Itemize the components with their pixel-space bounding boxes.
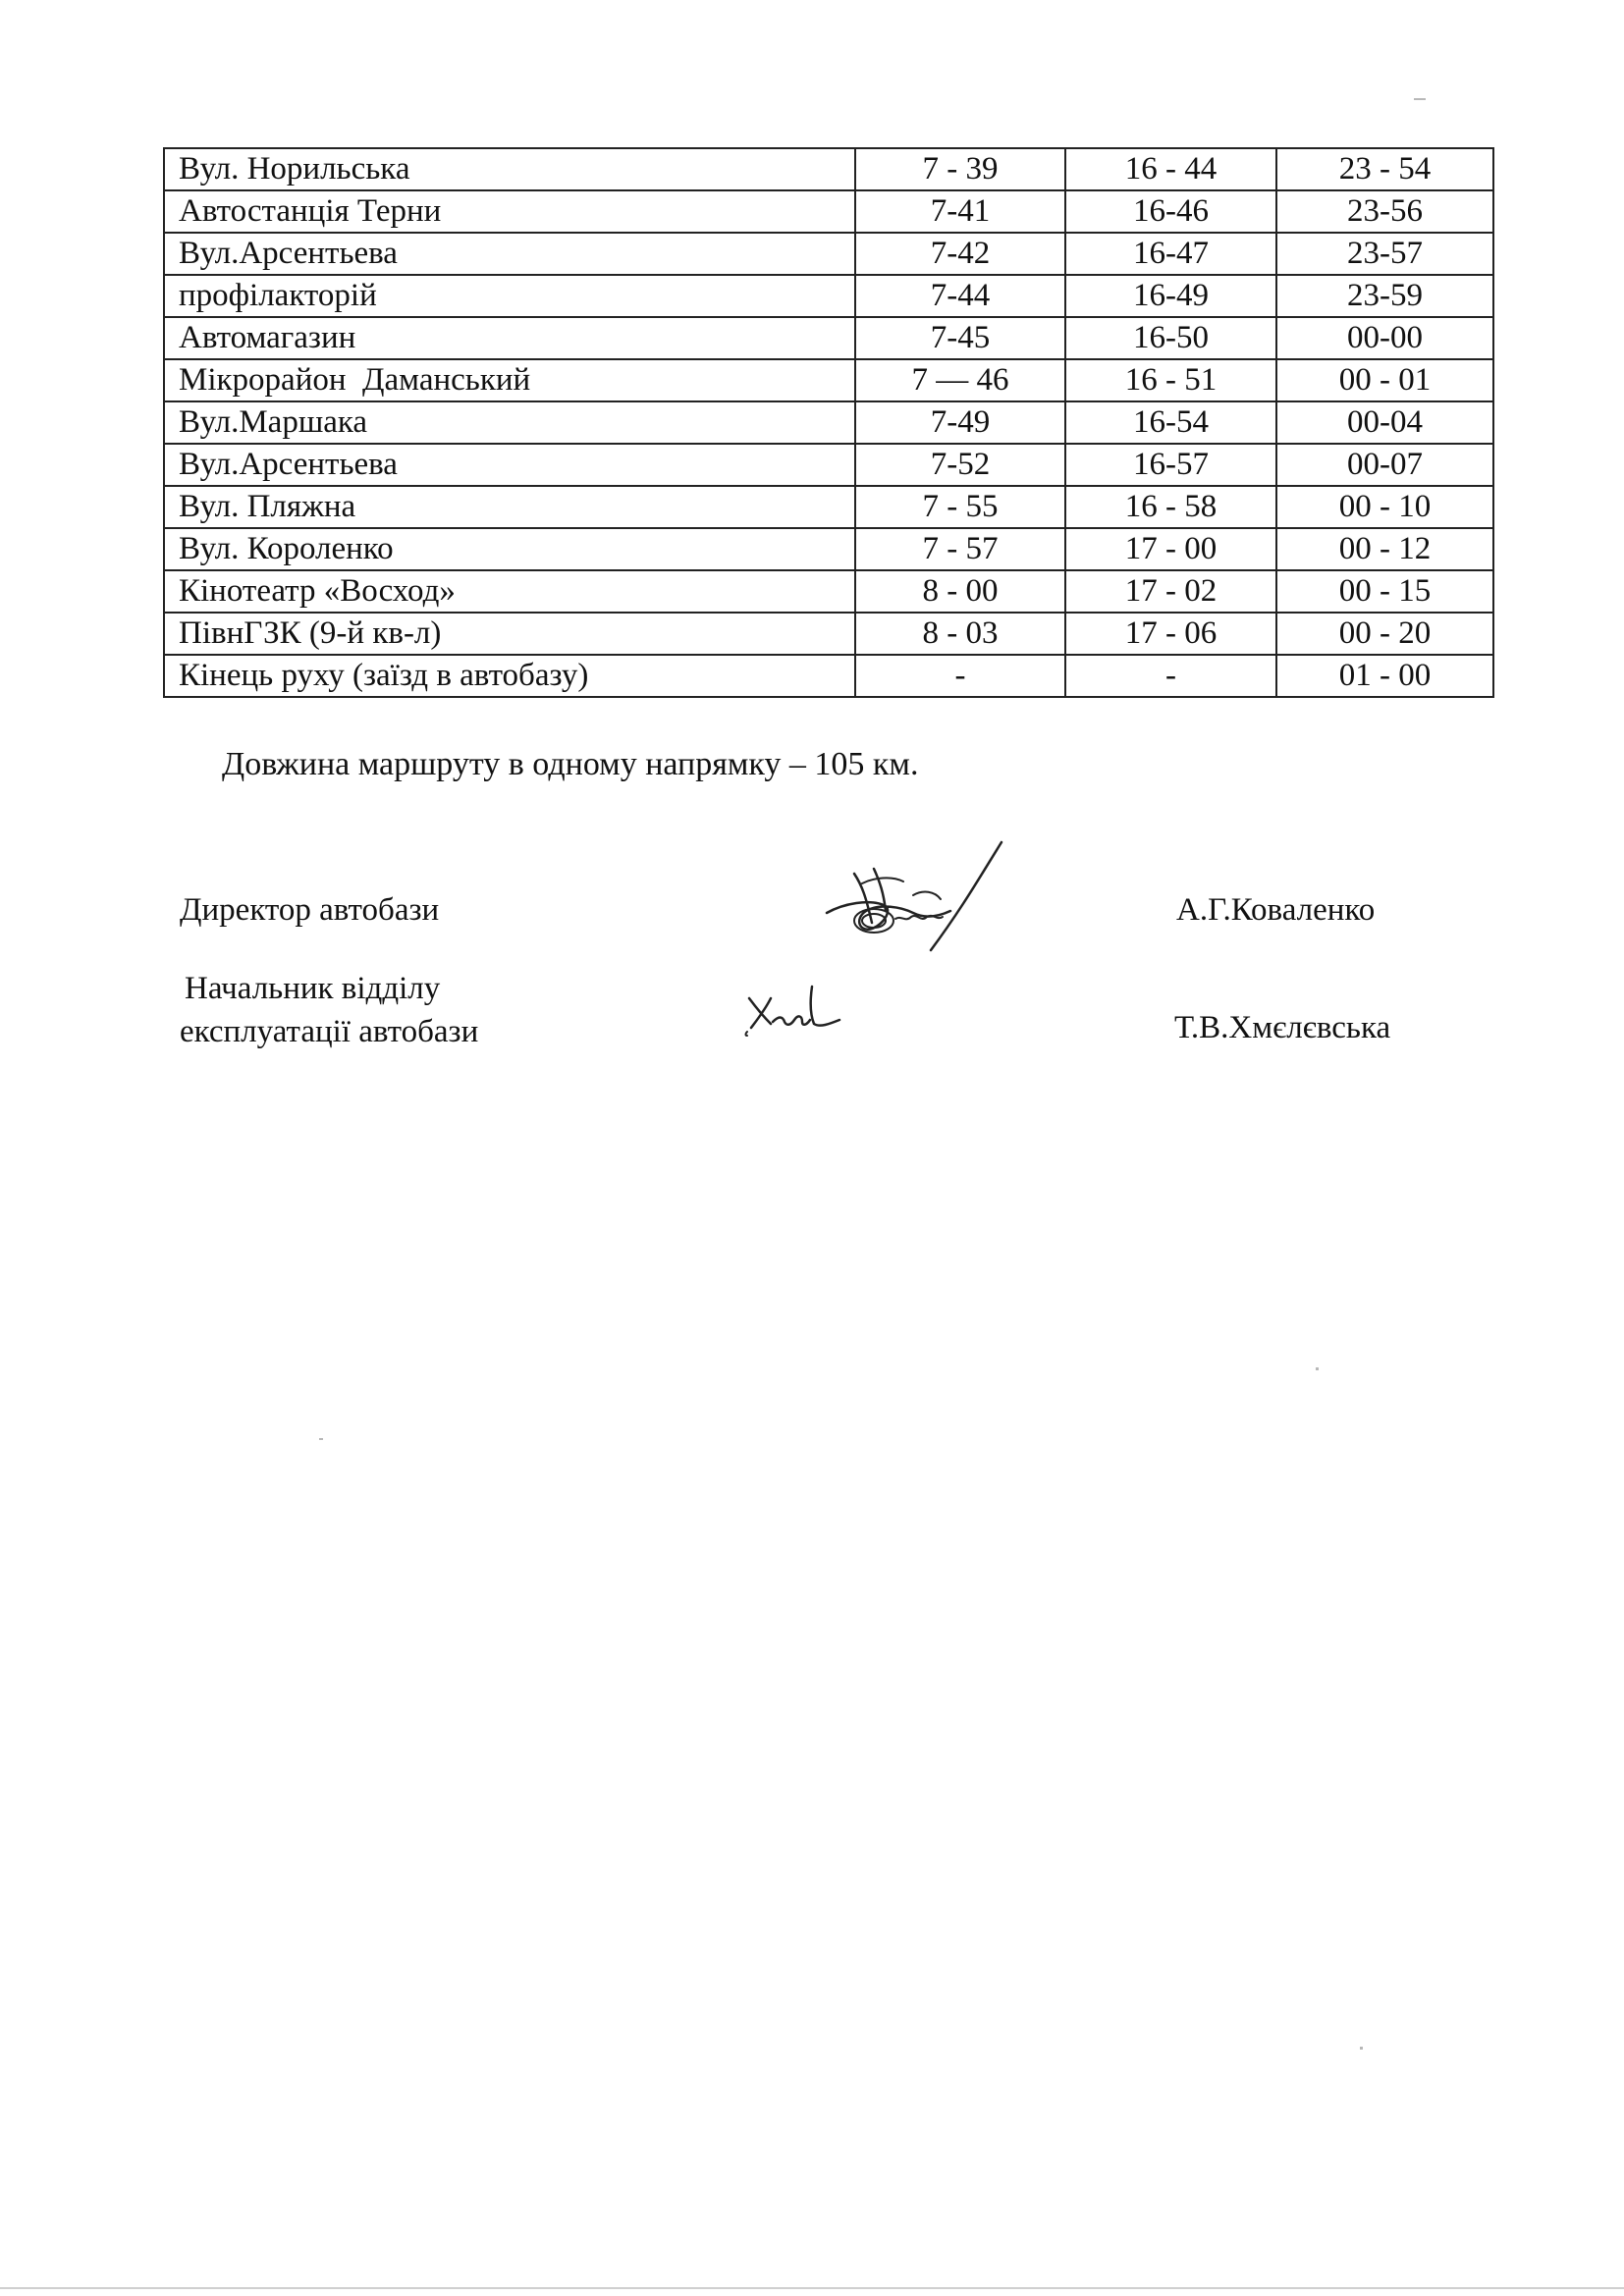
time-cell-2: 17 - 02 [1065, 570, 1276, 613]
table-row [164, 233, 1493, 275]
table-row [164, 655, 1493, 697]
stop-name-cell: Вул.Арсентьева [164, 444, 855, 486]
time-cell-3: 00 - 15 [1276, 570, 1493, 613]
time-cell-2: 16-47 [1065, 233, 1276, 275]
time-cell-1: 7-45 [855, 317, 1065, 359]
director-signature [815, 834, 1011, 962]
stop-name-cell: Вул. Норильська [164, 148, 855, 190]
head-title [180, 967, 478, 1053]
head-name: Т.В.Хмєлєвська [1174, 1010, 1391, 1045]
table-row [164, 570, 1493, 613]
time-cell-2: 17 - 06 [1065, 613, 1276, 655]
time-cell-3: 23-57 [1276, 233, 1493, 275]
stop-name-cell: Вул.Арсентьева [164, 233, 855, 275]
time-cell-1: 7 - 55 [855, 486, 1065, 528]
time-cell-3: 00 - 10 [1276, 486, 1493, 528]
head-title-line1: Начальник відділу [185, 971, 441, 1006]
schedule-table [163, 147, 1494, 698]
table-row [164, 275, 1493, 317]
stop-name-cell: Кінотеатр «Восход» [164, 570, 855, 613]
time-cell-3: 23 - 54 [1276, 148, 1493, 190]
time-cell-3: 00 - 12 [1276, 528, 1493, 570]
time-cell-1: 7-41 [855, 190, 1065, 233]
table-row [164, 148, 1493, 190]
head-signature [741, 977, 849, 1045]
time-cell-2: 16-49 [1065, 275, 1276, 317]
time-cell-2: 16 - 44 [1065, 148, 1276, 190]
route-length-note: Довжина маршруту в одному напрямку – 105 км. [222, 746, 919, 782]
time-cell-1: 8 - 00 [855, 570, 1065, 613]
time-cell-1: 7 - 57 [855, 528, 1065, 570]
scan-speck [1316, 1367, 1319, 1370]
time-cell-3: 00-04 [1276, 401, 1493, 444]
time-cell-2: 16-57 [1065, 444, 1276, 486]
time-cell-1: 8 - 03 [855, 613, 1065, 655]
stop-name-cell: Автомагазин [164, 317, 855, 359]
stop-name-cell: Вул.Маршака [164, 401, 855, 444]
time-cell-2: 16 - 51 [1065, 359, 1276, 401]
time-cell-2: 16-50 [1065, 317, 1276, 359]
table-row [164, 613, 1493, 655]
time-cell-3: 00-07 [1276, 444, 1493, 486]
time-cell-2: 17 - 00 [1065, 528, 1276, 570]
table-row [164, 528, 1493, 570]
time-cell-1: 7-49 [855, 401, 1065, 444]
scan-speck [319, 1438, 323, 1440]
time-cell-1: 7-44 [855, 275, 1065, 317]
stop-name-cell: Автостанція Терни [164, 190, 855, 233]
table-row [164, 444, 1493, 486]
stop-name-cell: Мікрорайон Даманський [164, 359, 855, 401]
scan-speck [1360, 2047, 1363, 2050]
time-cell-3: 00 - 20 [1276, 613, 1493, 655]
time-cell-2: 16-54 [1065, 401, 1276, 444]
director-title: Директор автобази [180, 892, 440, 928]
time-cell-1: 7-42 [855, 233, 1065, 275]
stop-name-cell: Кінець руху (заїзд в автобазу) [164, 655, 855, 697]
table-row [164, 317, 1493, 359]
stop-name-cell: Вул. Короленко [164, 528, 855, 570]
time-cell-3: 00 - 01 [1276, 359, 1493, 401]
table-row [164, 190, 1493, 233]
time-cell-1: 7-52 [855, 444, 1065, 486]
table-row [164, 486, 1493, 528]
time-cell-1: 7 — 46 [855, 359, 1065, 401]
time-cell-3: 23-59 [1276, 275, 1493, 317]
time-cell-2: 16 - 58 [1065, 486, 1276, 528]
time-cell-1: 7 - 39 [855, 148, 1065, 190]
time-cell-3: 23-56 [1276, 190, 1493, 233]
time-cell-3: 00-00 [1276, 317, 1493, 359]
time-cell-2: - [1065, 655, 1276, 697]
schedule-table-body [164, 148, 1493, 697]
scan-edge-line [0, 2287, 1624, 2289]
table-row [164, 359, 1493, 401]
head-title-line2: експлуатації автобази [180, 1014, 479, 1049]
stop-name-cell: Вул. Пляжна [164, 486, 855, 528]
table-row [164, 401, 1493, 444]
time-cell-2: 16-46 [1065, 190, 1276, 233]
time-cell-1: - [855, 655, 1065, 697]
scan-speck [1414, 98, 1426, 100]
stop-name-cell: профілакторій [164, 275, 855, 317]
director-name: А.Г.Коваленко [1176, 892, 1376, 928]
stop-name-cell: ПівнГЗК (9-й кв-л) [164, 613, 855, 655]
time-cell-3: 01 - 00 [1276, 655, 1493, 697]
